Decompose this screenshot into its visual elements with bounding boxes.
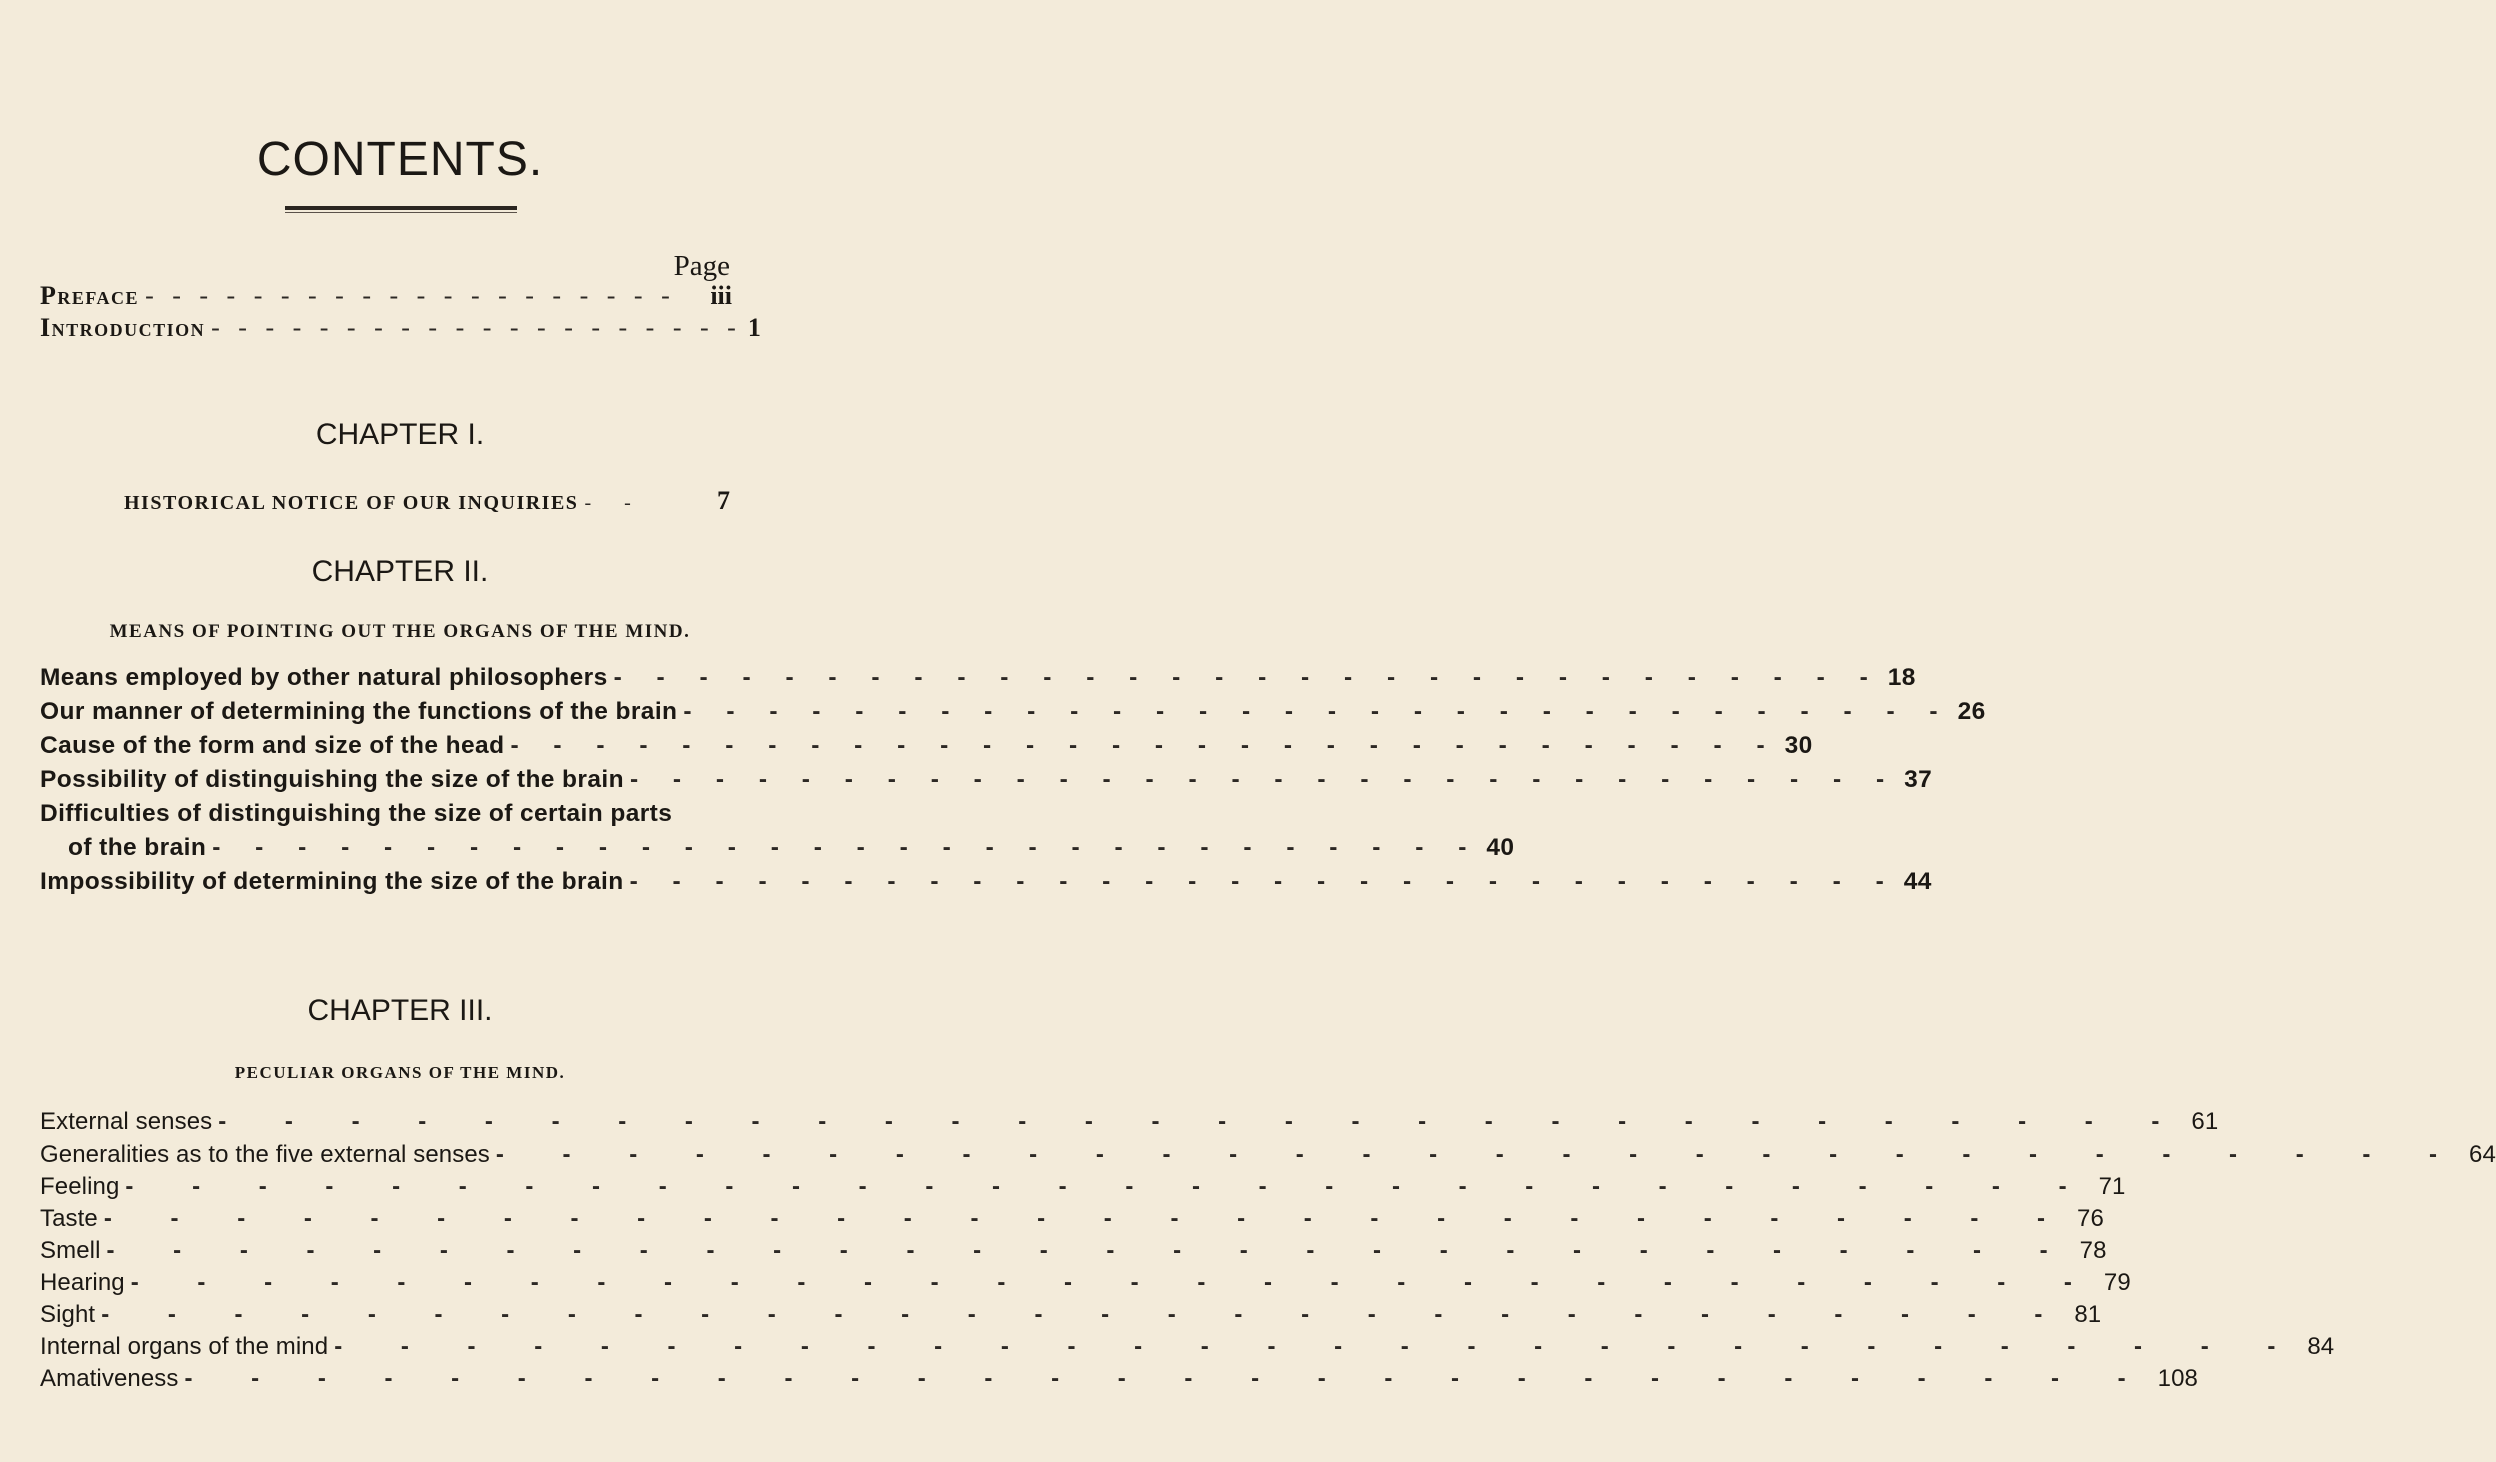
dot-leader: - - - - - - - - - - - - - - - - - - - - - - - - - - - - - -	[629, 766, 1899, 793]
dot-leader: - - - - - - - - - - - - - - - - - - - - - - - - - - - - - -	[106, 1237, 2074, 1264]
toc-entry-page: 61	[2191, 1108, 2219, 1135]
toc-entry-page: 79	[2103, 1269, 2131, 1296]
toc-entry	[40, 1173, 2126, 1200]
toc-entry	[40, 868, 1932, 895]
dot-leader: - - - - - - - - - - - - - - - - - - - -	[211, 313, 742, 342]
toc-entry	[40, 1333, 2335, 1360]
toc-entry-text: Difficulties of distinguishing the size of certain parts	[40, 800, 673, 827]
toc-entry-label: Introduction	[40, 313, 206, 342]
toc-entry-text: Hearing	[40, 1269, 125, 1296]
toc-entry-page: 64	[2469, 1141, 2496, 1168]
toc-entry-text: Cause of the form and size of the head	[40, 732, 505, 759]
chapter-subtitle-text: HISTORICAL NOTICE OF OUR INQUIRIES	[124, 492, 579, 514]
toc-entry-text: Internal organs of the mind	[40, 1333, 329, 1360]
toc-entry-preface	[40, 283, 732, 309]
toc-entry-page: iii	[710, 281, 732, 310]
toc-entry-text: Possibility of distinguishing the size of the brain	[40, 766, 624, 793]
toc-entry	[40, 698, 1986, 725]
dot-leader: - - - - - - - - - - - - - - - - - - - - - - - - - - - - - -	[103, 1205, 2072, 1232]
toc-entry-page: 76	[2077, 1205, 2104, 1232]
chapter-heading-1: CHAPTER I.	[315, 418, 485, 451]
page-title: CONTENTS.	[256, 133, 544, 186]
dot-leader: - - - - - - - - - - - - - - - - - - - - - - - - - - - - - -	[613, 664, 1882, 691]
dot-leader: - - - - - - - - - - - - - - - - - - - - - - - - - - - - - -	[218, 1108, 2186, 1135]
toc-entry-page: 81	[2074, 1301, 2102, 1328]
dot-leader: - - - - - - - - - - - - - - - - - - - - - - - - - - - - - -	[212, 834, 1481, 861]
chapter-subtitle-2: MEANS OF POINTING OUT THE ORGANS OF THE MIND.	[109, 621, 691, 642]
toc-entry	[40, 1365, 2198, 1392]
chapter-heading-2: CHAPTER II.	[311, 555, 489, 588]
toc-entry-text: Amativeness	[40, 1365, 179, 1392]
toc-entry-page: 30	[1784, 732, 1813, 759]
toc-entry-text: of the brain	[68, 834, 207, 861]
dot-leader: - - - - - - - - - - - - - - - - - - - - - - - - - - - - - -	[125, 1173, 2093, 1200]
toc-entry-text: Generalities as to the five external senses	[40, 1141, 490, 1168]
title-rule-thin	[285, 212, 517, 213]
dot-leader: - - - - - - - - - - - - - - - - - - - - - - - - - - - - - -	[334, 1333, 2302, 1360]
toc-entry-introduction	[40, 313, 761, 342]
toc-entry-text: Impossibility of determining the size of the brain	[40, 868, 624, 895]
dot-leader: - - - - - - - - - - - - - - - - - - - - - - - - - - - - - -	[495, 1141, 2464, 1168]
toc-entry	[40, 802, 730, 827]
toc-entry	[40, 1237, 2107, 1264]
title-rule	[285, 206, 517, 210]
toc-entry-continued	[68, 834, 1515, 861]
toc-entry-text: Taste	[40, 1205, 98, 1232]
toc-entry-page: 71	[2098, 1173, 2126, 1200]
toc-entry-text: Means employed by other natural philosophers	[40, 664, 608, 691]
toc-entry	[40, 1205, 2104, 1232]
dot-leader: - - - - - - - - - - - - - - - - - - - - - - - - - - - - - -	[683, 698, 1952, 725]
toc-entry	[40, 664, 1916, 691]
chapter-subtitle-3: PECULIAR ORGANS OF THE MIND.	[234, 1063, 566, 1082]
dot-leader: - - - - - - - - - - - - - - - - - - - - - - - - - - - - - -	[101, 1301, 2069, 1328]
chapter-heading-3: CHAPTER III.	[307, 994, 493, 1027]
toc-entry-page: 44	[1903, 868, 1932, 895]
toc-entry-text: Feeling	[40, 1173, 120, 1200]
toc-entry-page: 78	[2079, 1237, 2107, 1264]
dot-leader: - - - - - - - - - - - - - - - - - - - -	[145, 281, 676, 310]
toc-entry	[40, 1141, 2496, 1168]
toc-entry-page: 7	[717, 486, 730, 515]
toc-entry-label: Preface	[40, 281, 140, 310]
toc-entry-page: 40	[1486, 834, 1515, 861]
toc-entry-page: 1	[747, 313, 761, 342]
toc-entry-page: 108	[2157, 1365, 2198, 1392]
toc-entry-page: 18	[1887, 664, 1916, 691]
toc-entry	[40, 1108, 2219, 1135]
toc-entry	[40, 732, 1813, 759]
toc-entry-page: 26	[1957, 698, 1986, 725]
dot-leader: - - - - - - - - - - - - - - - - - - - - - - - - - - - - - -	[510, 732, 1779, 759]
toc-entry	[40, 1301, 2102, 1328]
toc-entry-text: External senses	[40, 1108, 213, 1135]
toc-entry-text: Smell	[40, 1237, 101, 1264]
toc-entry-page: 84	[2307, 1333, 2335, 1360]
toc-entry-text: Sight	[40, 1301, 96, 1328]
toc-entry	[40, 766, 1933, 793]
page-column-header: Page	[673, 250, 730, 282]
dot-leader: - -	[584, 492, 645, 514]
toc-entry-text: Our manner of determining the functions of the brain	[40, 698, 678, 725]
dot-leader: - - - - - - - - - - - - - - - - - - - - - - - - - - - - - -	[184, 1365, 2152, 1392]
toc-entry	[40, 1269, 2131, 1296]
chapter-subtitle-1	[124, 488, 730, 514]
dot-leader: - - - - - - - - - - - - - - - - - - - - - - - - - - - - - -	[130, 1269, 2098, 1296]
toc-entry-page: 37	[1904, 766, 1933, 793]
dot-leader: - - - - - - - - - - - - - - - - - - - - - - - - - - - - - -	[629, 868, 1898, 895]
